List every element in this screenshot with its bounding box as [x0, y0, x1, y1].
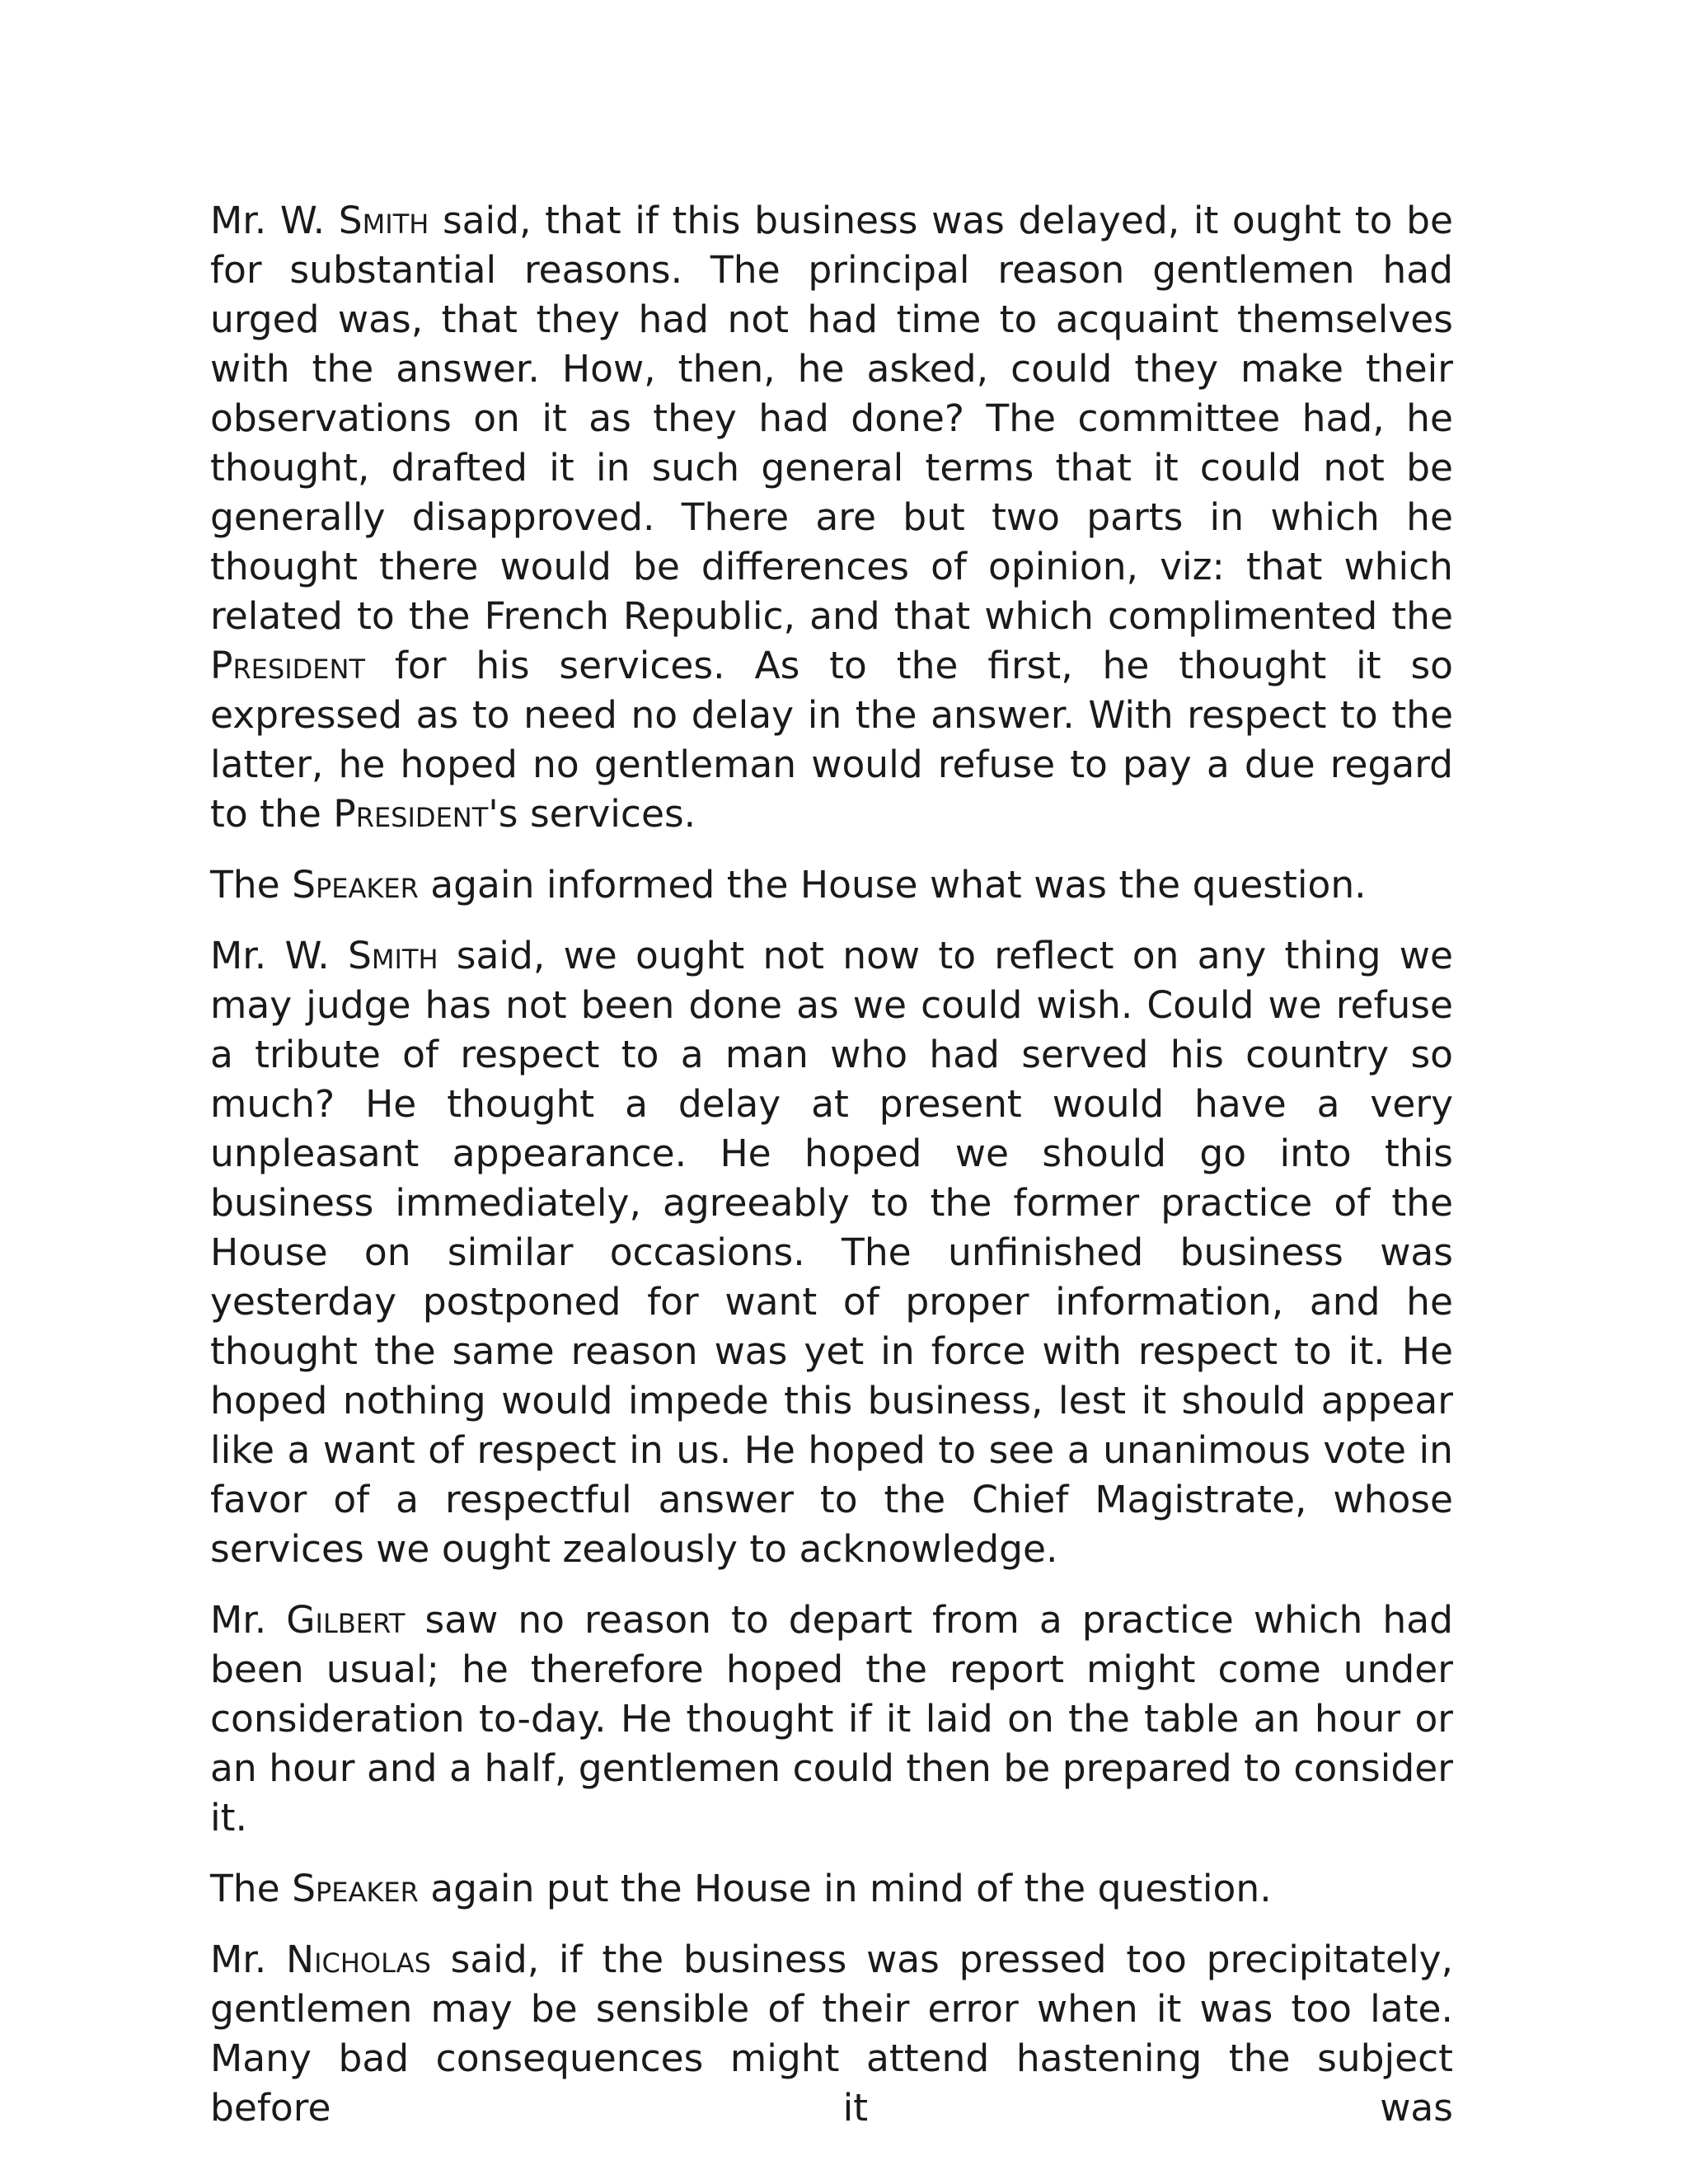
paragraph-speaker-2 — [210, 1864, 1453, 1914]
speech-text: said, if the business was pressed too precipitately, gentlemen may be sensible of their error when it was too late. Many bad consequences might attend hastening the subject before it was — [210, 1938, 1453, 2130]
paragraph-gilbert — [210, 1596, 1453, 1843]
speaker-name: Gilbert — [286, 1598, 406, 1642]
speech-text: for his services. As to the first, he thought it so expressed as to need no delay in the answer. With respect to the latter, he hoped no gentleman would refuse to pay a due regard to the — [210, 644, 1453, 836]
speech-text: saw no reason to depart from a practice which had been usual; he therefore hoped the report might come under consideration to-day. He thought if it laid on the table an hour or an hour and a half, gentlemen could then be prepared to consider it. — [210, 1598, 1454, 1840]
title-reference: President — [210, 644, 365, 687]
speaker-name: Speaker — [292, 863, 419, 907]
speaker-name: Speaker — [292, 1867, 419, 1910]
speech-text: said, that if this business was delayed, it ought to be for substantial reasons. The principal reason gentlemen had urged was, that they had not had time to acquaint themselves with the answer. How, then, he asked, could they make their observations on it as they had done? The committee had, he thought, drafted it in such general terms that it could not be generally disapproved. There are but two parts in which he thought there would be differences of opinion, viz: that which related to the French Republic, and that which complimented the — [210, 199, 1453, 638]
speaker-prefix: The — [210, 1867, 293, 1910]
speech-text: again informed the House what was the question. — [418, 863, 1367, 907]
speaker-name: Nicholas — [286, 1938, 431, 1981]
speech-text: again put the House in mind of the question. — [418, 1867, 1272, 1910]
speaker-prefix: Mr. — [210, 1598, 287, 1642]
paragraph-speaker-1 — [210, 860, 1453, 910]
speech-text: said, we ought not now to reflect on any thing we may judge has not been done as we could wish. Could we refuse a tribute of respect to a man who had served his country so much? He thought a delay at present would have a very unpleasant appearance. He hoped we should go into this business immediately, agreeably to the former practice of the House on similar occasions. The unfinished business was yesterday postponed for want of proper information, and he thought the same reason was yet in force with respect to it. He hoped nothing would impede this business, lest it should appear like a want of respect in us. He hoped to see a unanimous vote in favor of a respectful answer to the Chief Magistrate, whose services we ought zealously to acknowledge. — [210, 934, 1453, 1571]
paragraph-smith-2 — [210, 931, 1453, 1574]
title-reference: President — [333, 792, 489, 836]
speaker-name: Smith — [338, 199, 429, 242]
speaker-prefix: Mr. — [210, 1938, 287, 1981]
speech-text: 's services. — [488, 792, 696, 836]
speaker-prefix: The — [210, 863, 293, 907]
speaker-name: Smith — [347, 934, 438, 977]
paragraph-smith-1 — [210, 196, 1453, 839]
document-page — [210, 196, 1453, 2154]
speaker-prefix: Mr. W. — [210, 934, 348, 977]
speaker-prefix: Mr. W. — [210, 199, 339, 242]
paragraph-nicholas — [210, 1935, 1453, 2133]
